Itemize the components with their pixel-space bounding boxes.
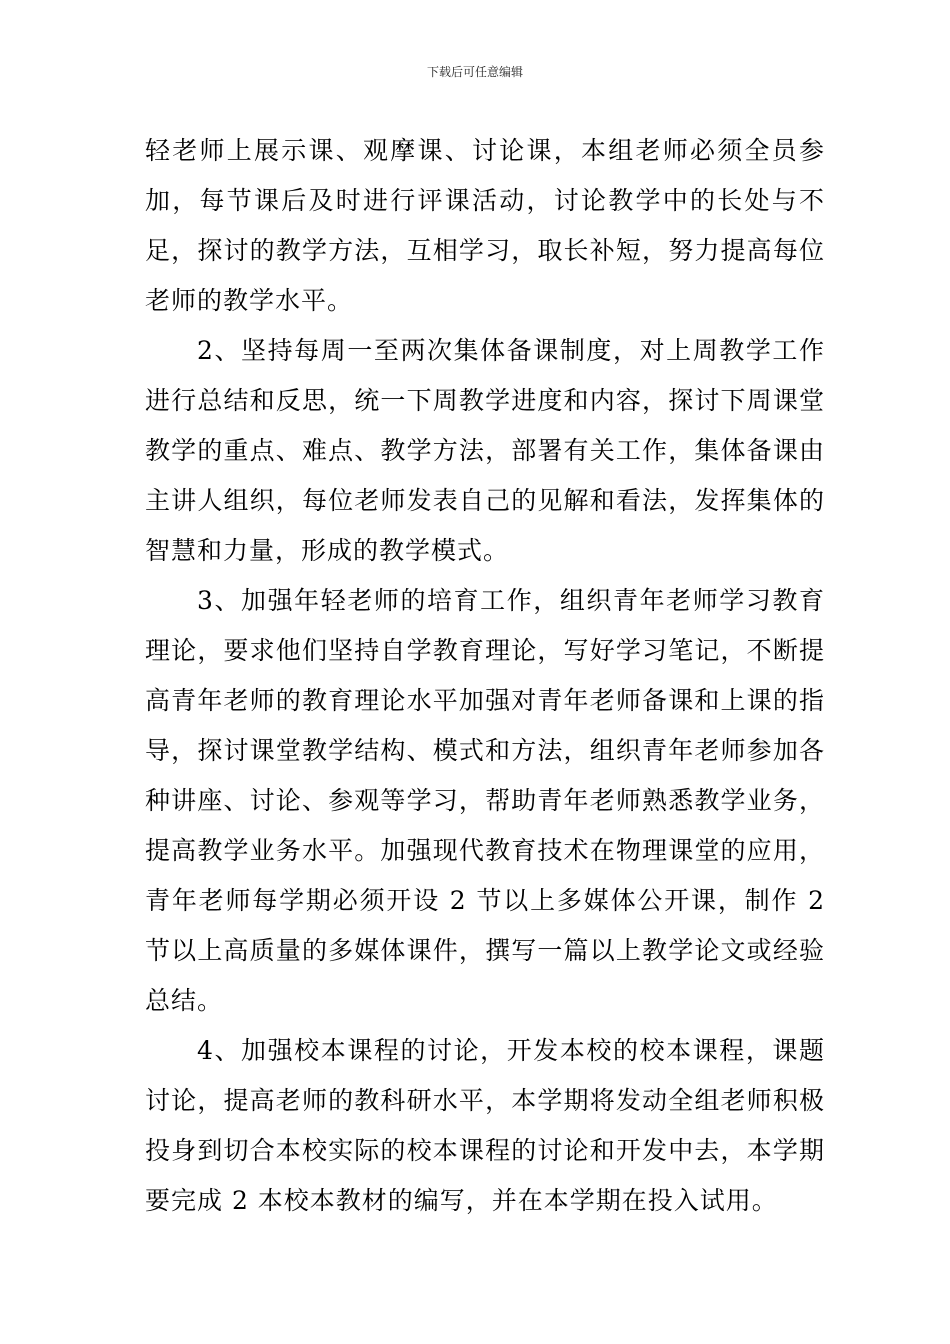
paragraph-continued: 轻老师上展示课、观摩课、讨论课，本组老师必须全员参加，每节课后及时进行评课活动，讨论教学中的长处与不足，探讨的教学方法，互相学习，取长补短，努力提高每位老师的教学水平。: [145, 136, 825, 315]
paragraph-item-3: 3、加强年轻老师的培育工作，组织青年老师学习教育理论，要求他们坚持自学教育理论，写好学习笔记，不断提高青年老师的教育理论水平加强对青年老师备课和上课的指导，探讨课堂教学结构、模式和方法，组织青年老师参加各种讲座、讨论、参观等学习，帮助青年老师熟悉教学业务，提高教学业务水平。加强现代教育技术在物理课堂的应用，青年老师每学期必须开设 2 节以上多媒体公开课，制作 2 节以上高质量的多媒体课件，撰写一篇以上教学论文或经验总结。: [145, 586, 825, 1015]
page-header: 下载后可任意编辑: [426, 65, 523, 79]
paragraph-item-2: 2、坚持每周一至两次集体备课制度，对上周教学工作进行总结和反思，统一下周教学进度和内容，探讨下周课堂教学的重点、难点、教学方法，部署有关工作，集体备课由主讲人组织，每位老师发表自己的见解和看法，发挥集体的智慧和力量，形成的教学模式。: [145, 336, 825, 565]
paragraph-item-4: 4、加强校本课程的讨论，开发本校的校本课程，课题讨论，提高老师的教科研水平，本学期将发动全组老师积极投身到切合本校实际的校本课程的讨论和开发中去，本学期要完成 2 本校本教材的编写，并在本学期在投入试用。: [145, 1036, 825, 1215]
document-body: [145, 126, 825, 1226]
